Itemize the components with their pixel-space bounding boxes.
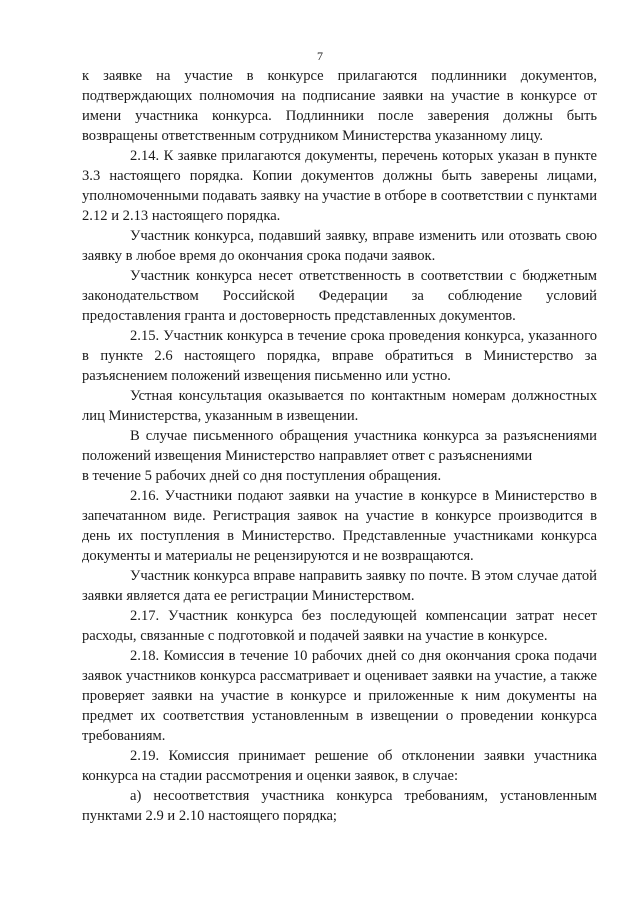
paragraph-written-request: В случае письменного обращения участника конкурса за разъяснениями положений извещения Министерство направляет ответ с разъяснениями: [82, 428, 597, 464]
document-body: [82, 66, 597, 826]
paragraph-2-17: 2.17. Участник конкурса без последующей компенсации затрат несет расходы, связанные с подготовкой и подачей заявки на участие в конкурсе.: [82, 608, 597, 644]
paragraph-2-19: 2.19. Комиссия принимает решение об отклонении заявки участника конкурса на стадии рассмотрения и оценки заявок, в случае:: [82, 748, 597, 784]
paragraph-mail-submission: Участник конкурса вправе направить заявку по почте. В этом случае датой заявки является дата ее регистрации Министерством.: [82, 568, 597, 604]
paragraph-oral-consultation: Устная консультация оказывается по контактным номерам должностных лиц Министерства, указанным в извещении.: [82, 388, 597, 424]
paragraph-2-18: 2.18. Комиссия в течение 10 рабочих дней со дня окончания срока подачи заявок участников конкурса рассматривает и оценивает заявки на участие, а также проверяет заявки на участие в конкурсе и приложенные к ним документы на предмет их соответствия установленным в извещении о проведении конкурса требованиям.: [82, 648, 597, 744]
page-number: 7: [317, 49, 323, 63]
paragraph-2-19-a: а) несоответствия участника конкурса требованиям, установленным пунктами 2.9 и 2.10 настоящего порядка;: [82, 788, 597, 824]
paragraph-2-14: 2.14. К заявке прилагаются документы, перечень которых указан в пункте 3.3 настоящего порядка. Копии документов должны быть заверены лицами, уполномоченными подавать заявку на участие в отборе в соответствии с пунктами 2.12 и 2.13 настоящего порядка.: [82, 148, 597, 224]
paragraph-2-15: 2.15. Участник конкурса в течение срока проведения конкурса, указанного в пункте 2.6 настоящего порядка, вправе обратиться в Министерство за разъяснением положений извещения письменно или устно.: [82, 328, 597, 384]
paragraph-responsibility: Участник конкурса несет ответственность в соответствии с бюджетным законодательством Российской Федерации за соблюдение условий предоставления гранта и достоверность представленных документов.: [82, 268, 597, 324]
paragraph-response-deadline: в течение 5 рабочих дней со дня поступления обращения.: [82, 468, 442, 484]
paragraph-change-withdraw: Участник конкурса, подавший заявку, вправе изменить или отозвать свою заявку в любое время до окончания срока подачи заявок.: [82, 228, 597, 264]
paragraph-continuation: к заявке на участие в конкурсе прилагаются подлинники документов, подтверждающих полномочия на подписание заявки на участие в конкурсе от имени участника конкурса. Подлинники после заверения должны быть возвращены ответственным сотрудником Министерства указанному лицу.: [82, 68, 597, 144]
paragraph-2-16: 2.16. Участники подают заявки на участие в конкурсе в Министерство в запечатанном виде. Регистрация заявок на участие в конкурсе производится в день их поступления в Министерство. Представленные участниками конкурса документы и материалы не рецензируются и не возвращаются.: [82, 488, 597, 564]
